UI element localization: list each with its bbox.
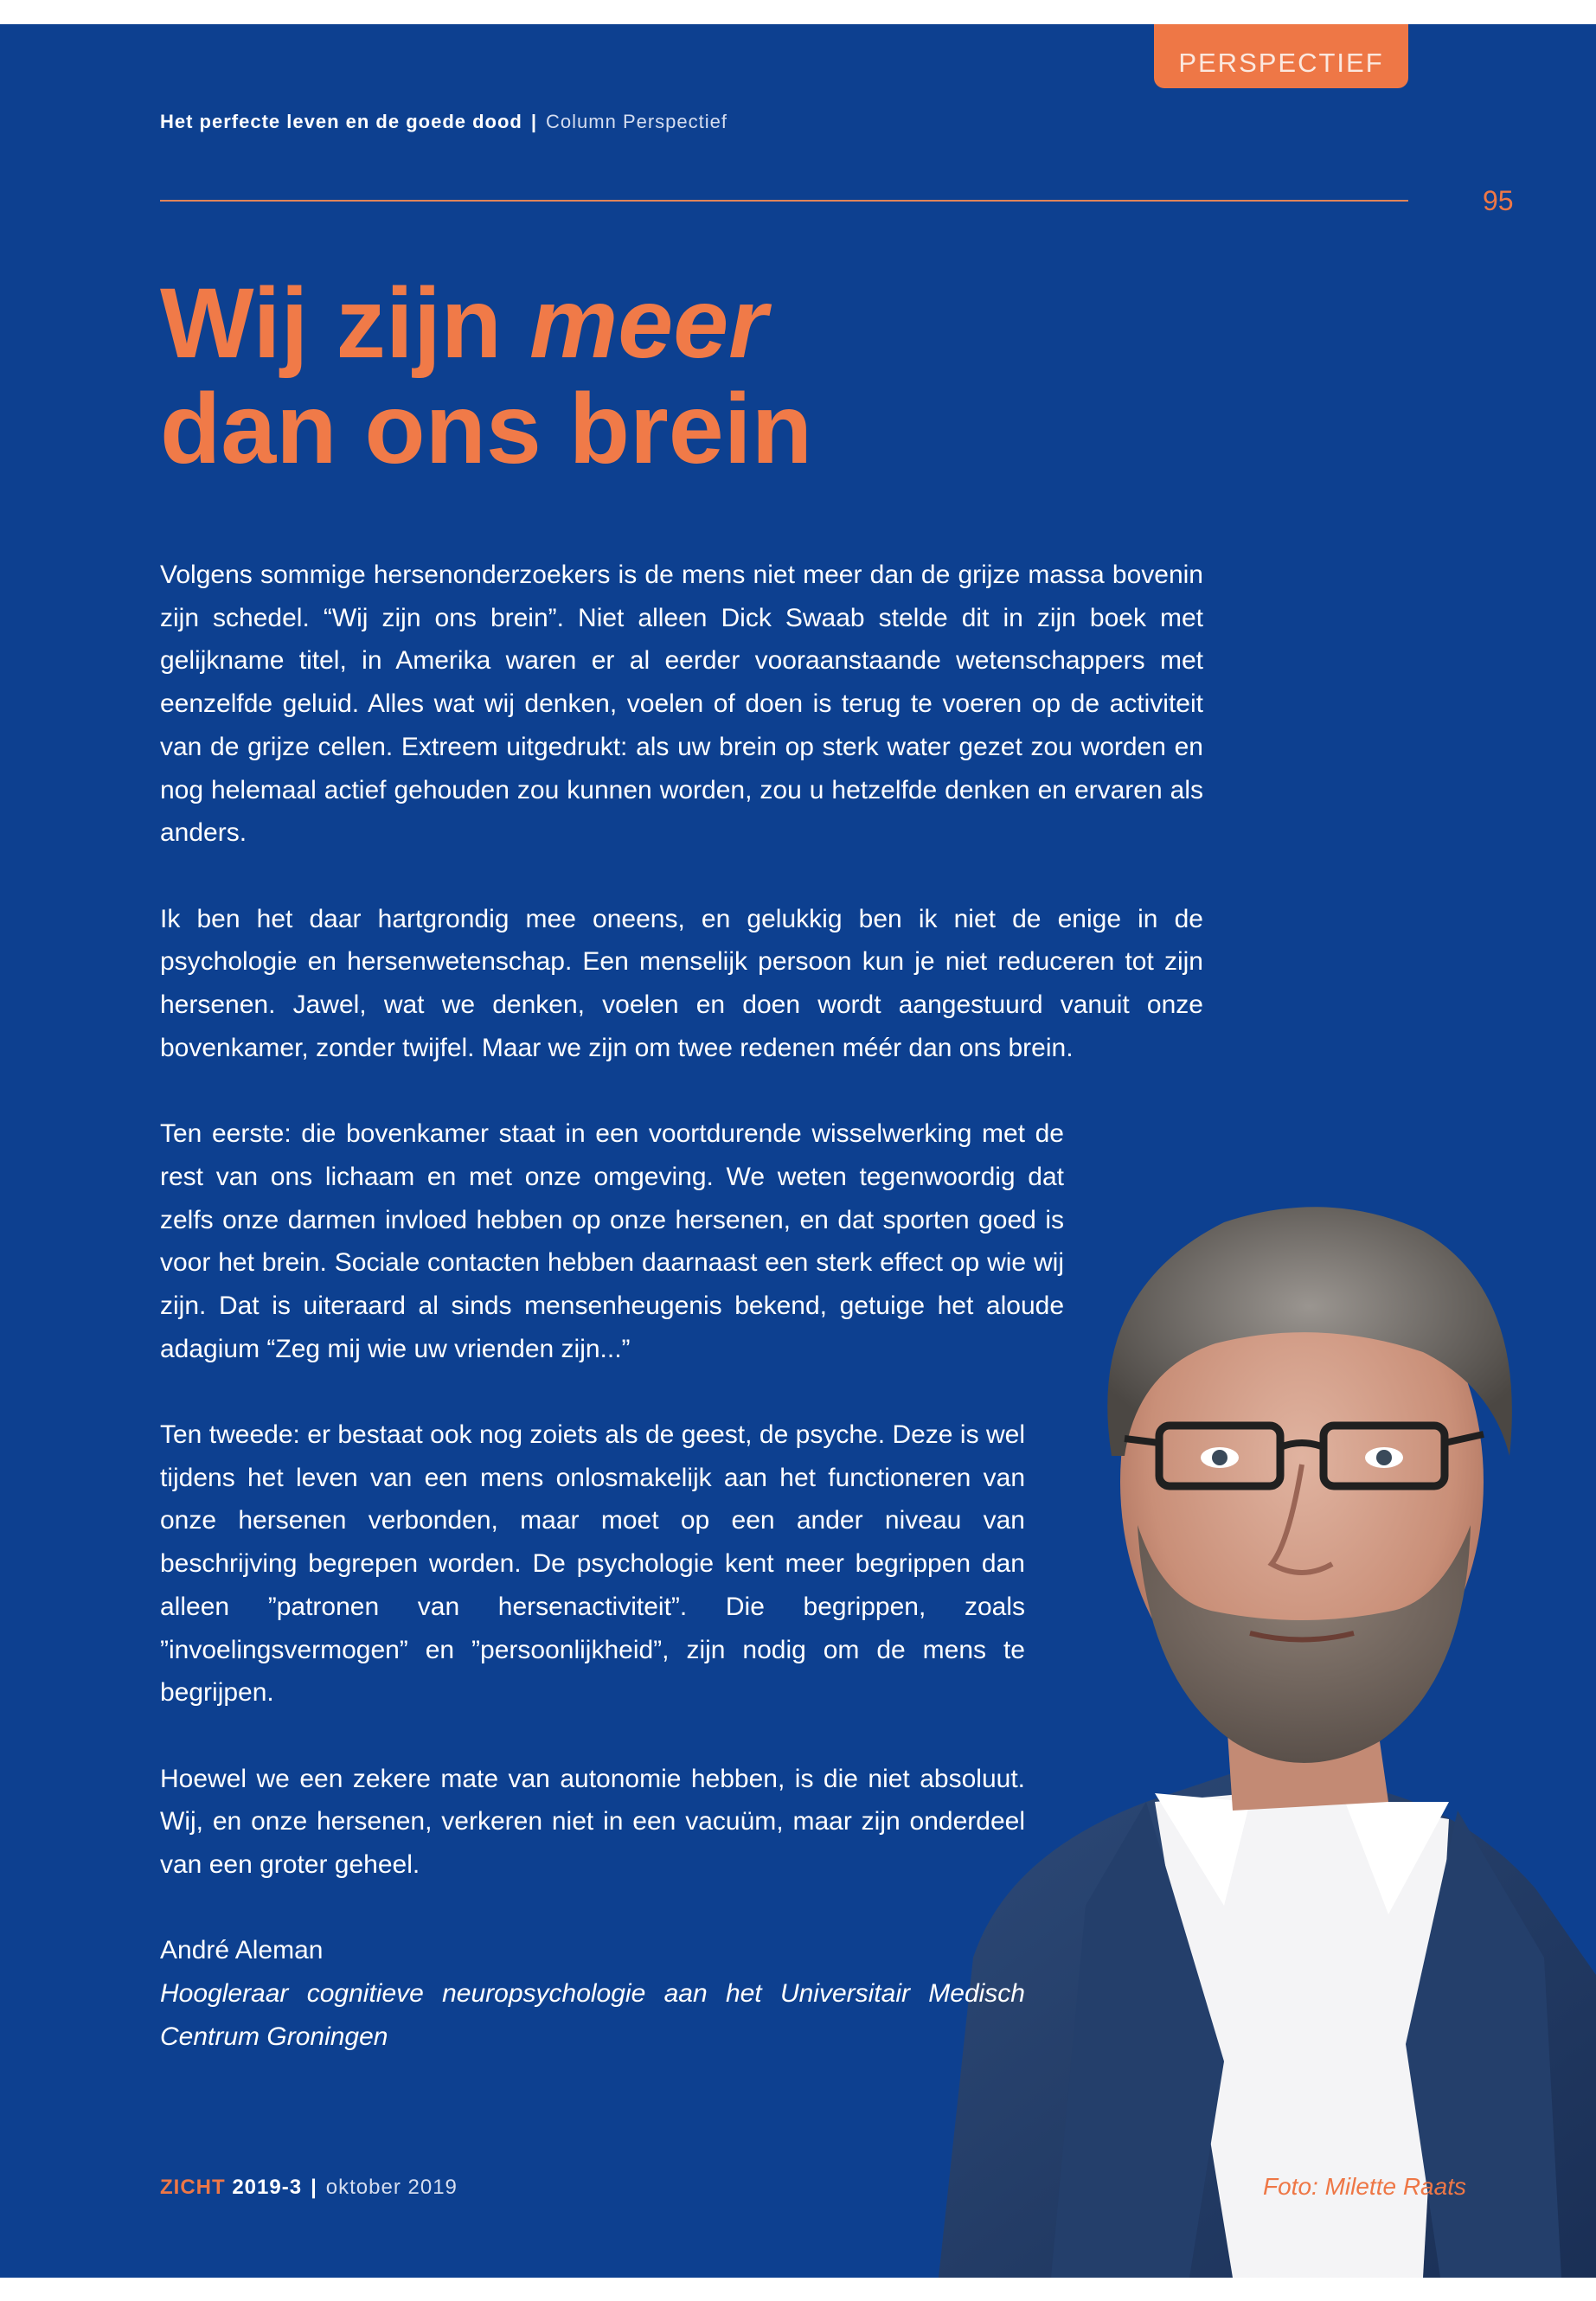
article-body [160,554,1203,2059]
title-line1-start: Wij zijn [160,268,503,379]
author-name: André Aleman [160,1936,324,1965]
running-head [160,111,727,133]
paragraph-3: Ten eerste: die bovenkamer staat in een voortdurende wisselwerking met de rest van ons lichaam en met onze omgeving. We weten tegenwoordig dat zelfs onze darmen invloed hebben op onze hersenen, en dat sporten goed is voor het brein. Sociale contacten hebben daarnaast een sterk effect op wie wij zijn. Dat is uiteraard al sinds mensenheugenis bekend, getuige het aloude adagium “Zeg mij wie uw vrienden zijn...” [160,1119,1064,1363]
header-rule [160,200,1408,202]
running-title: Het perfecte leven en de goede dood [160,111,522,132]
running-head-separator: | [530,111,538,132]
page-number: 95 [1483,185,1514,216]
title-line2: dan ons brein [160,374,812,484]
running-section: Column Perspectief [546,111,728,132]
paragraph-2: Ik ben het daar hartgrondig mee oneens, en gelukkig ben ik niet de enige in de psychologie en hersenwetenschap. Een menselijk persoon kun je niet reduceren tot zijn hersenen. Jawel, wat we denken, voelen en doen wordt aangestuurd vanuit onze bovenkamer, zonder twijfel. Maar we zijn om twee redenen méér dan ons brein. [160,904,1203,1062]
footer-date: oktober 2019 [325,2176,458,2199]
author-role: Hoogleraar cognitieve neuropsychologie aan het Universitair Medisch Centrum Groningen [160,1979,1025,2051]
page-footer [160,2176,458,2200]
magazine-page [0,24,1596,2278]
article-title [160,268,812,484]
author-signature [160,1929,1203,2058]
section-tab: PERSPECTIEF [1154,24,1408,88]
paragraph-1: Volgens sommige hersenonderzoekers is de mens niet meer dan de grijze massa bovenin zijn schedel. “Wij zijn ons brein”. Niet alleen Dick Swaab stelde dit in zijn boek met gelijkname titel, in Amerika waren er al eerder vooraanstaande wetenschappers met eenzelfde geluid. Alles wat wij denken, voelen of doen is terug te voeren op de activiteit van de grijze cellen. Extreem uitgedrukt: als uw brein op sterk water gezet zou worden en nog helemaal actief gehouden zou kunnen worden, zou u hetzelfde denken en ervaren als anders. [160,561,1203,848]
paragraph-5: Hoewel we een zekere mate van autonomie hebben, is die niet absoluut. Wij, en onze hersenen, verkeren niet in een vacuüm, maar zijn onderdeel van een groter geheel. [160,1764,1025,1880]
title-line1-emphasis: meer [529,268,767,379]
footer-separator: | [311,2176,317,2199]
footer-magazine: ZICHT [160,2176,226,2199]
footer-issue: 2019-3 [232,2176,303,2199]
photo-credit: Foto: Milette Raats [1263,2173,1466,2200]
paragraph-4: Ten tweede: er bestaat ook nog zoiets als de geest, de psyche. Deze is wel tijdens het leven van een mens onlosmakelijk aan het functioneren van onze hersenen verbonden, maar moet op een ander niveau van beschrijving begrepen worden. De psychologie kent meer begrippen dan alleen ”patronen van hersenactiviteit”. Die begrippen, zoals ”invoelingsvermogen” en ”persoonlijkheid”, zijn nodig om de mens te begrijpen. [160,1420,1025,1708]
